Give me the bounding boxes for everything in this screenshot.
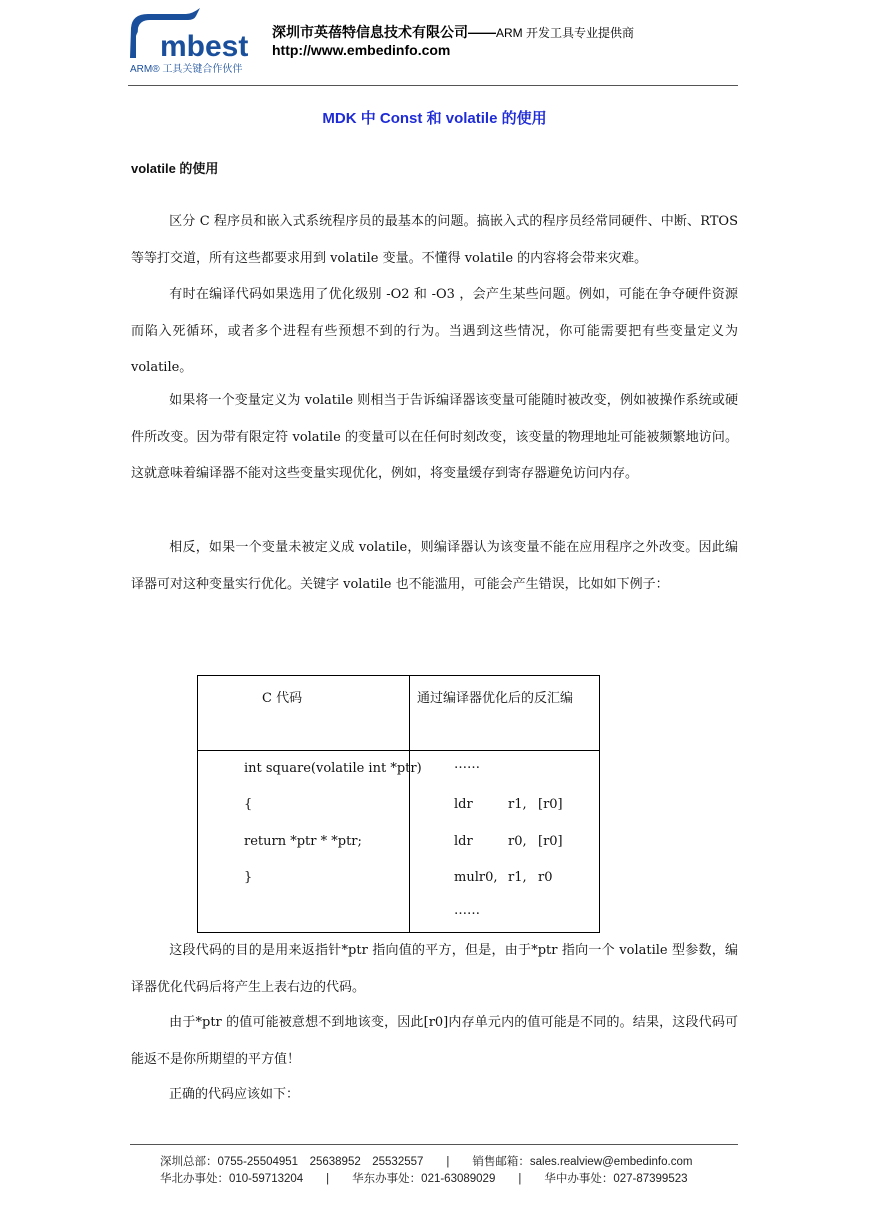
asm-operand: [r0] bbox=[538, 834, 563, 849]
asm-line-ellipsis: …… bbox=[454, 903, 480, 918]
asm-opcode: ldr bbox=[454, 797, 473, 812]
asm-opcode: mulr0, bbox=[454, 870, 498, 885]
paragraph-4 bbox=[131, 530, 738, 603]
paragraph-7-text: 正确的代码应该如下： bbox=[169, 1087, 300, 1102]
footer-line-1: 深圳总部：0755-25504951 25638952 25532557 | 销售邮箱：sales.realview@embedinfo.com bbox=[160, 1156, 693, 1168]
paragraph-6 bbox=[131, 1005, 738, 1078]
asm-operand: [r0] bbox=[538, 797, 563, 812]
company-url[interactable]: http://www.embedinfo.com bbox=[272, 42, 451, 58]
paragraph-5-text: 这段代码的目的是用来返指针*ptr 指向值的平方，但是，由于*ptr 指向一个 volatile 型参数，编译器优化代码后将产生上表右边的代码。 bbox=[131, 943, 738, 995]
asm-operand: r1, bbox=[508, 870, 527, 885]
code-line: int square(volatile int *ptr) bbox=[244, 761, 422, 776]
asm-line-ellipsis: …… bbox=[454, 757, 480, 772]
footer-divider bbox=[130, 1144, 738, 1145]
table-header-c-code: C 代码 bbox=[262, 691, 303, 706]
paragraph-1-text: 区分 C 程序员和嵌入式系统程序员的最基本的问题。搞嵌入式的程序员经常同硬件、中断、RTOS 等等打交道，所有这些都要求用到 volatile 变量。不懂得 volatile 的内容将会带来灾难。 bbox=[131, 214, 738, 266]
company-name bbox=[272, 22, 634, 42]
paragraph-1 bbox=[131, 204, 738, 277]
company-title: 深圳市英蓓特信息技术有限公司—— bbox=[272, 24, 496, 40]
document-title: MDK 中 Const 和 volatile 的使用 bbox=[322, 110, 547, 127]
code-comparison-table bbox=[197, 675, 600, 933]
code-line: { bbox=[244, 797, 253, 812]
asm-opcode: ldr bbox=[454, 834, 473, 849]
table-header-disassembly: 通过编译器优化后的反汇编 bbox=[417, 691, 574, 706]
paragraph-2 bbox=[131, 277, 738, 387]
company-subtitle: ARM 开发工具专业提供商 bbox=[496, 26, 635, 40]
header-divider bbox=[128, 85, 738, 86]
paragraph-3 bbox=[131, 383, 738, 493]
section-heading: volatile 的使用 bbox=[131, 161, 219, 176]
asm-operand: r1, bbox=[508, 797, 527, 812]
asm-operand: r0 bbox=[538, 870, 553, 885]
paragraph-5 bbox=[131, 933, 738, 1006]
code-line: return *ptr * *ptr; bbox=[244, 834, 362, 849]
footer-line-2: 华北办事处：010-59713204 | 华东办事处：021-63089029 | 华中办事处：027-87399523 bbox=[160, 1173, 688, 1185]
code-line: } bbox=[244, 870, 253, 885]
table-column-divider bbox=[409, 676, 410, 932]
paragraph-2-text: 有时在编译代码如果选用了优化级别 -O2 和 -O3 ，会产生某些问题。例如，可能在争夺硬件资源而陷入死循环，或者多个进程有些预想不到的行为。当遇到这些情况，你可能需要把有些变量定义为 volatile。 bbox=[131, 287, 738, 375]
paragraph-7 bbox=[131, 1077, 738, 1114]
paragraph-6-text: 由于*ptr 的值可能被意想不到地该变，因此[r0]内存单元内的值可能是不同的。结果，这段代码可能返不是你所期望的平方值！ bbox=[131, 1015, 738, 1067]
logo-tagline: ARM® 工具关键合作伙伴 bbox=[130, 64, 243, 75]
logo-wordmark: mbest bbox=[160, 30, 249, 63]
asm-operand: r0, bbox=[508, 834, 527, 849]
paragraph-3-text: 如果将一个变量定义为 volatile 则相当于告诉编译器该变量可能随时被改变，例如被操作系统或硬件所改变。因为带有限定符 volatile 的变量可以在任何时刻改变，该变量的物理地址可能被频繁地访问。这就意味着编译器不能对这些变量实现优化，例如，将变量缓存到寄存器避免访问内存。 bbox=[131, 393, 738, 481]
table-header-divider bbox=[198, 750, 599, 751]
paragraph-4-text: 相反，如果一个变量未被定义成 volatile，则编译器认为该变量不能在应用程序之外改变。因此编译器可对这种变量实行优化。关键字 volatile 也不能滥用，可能会产生错误，比如如下例子： bbox=[131, 540, 738, 592]
